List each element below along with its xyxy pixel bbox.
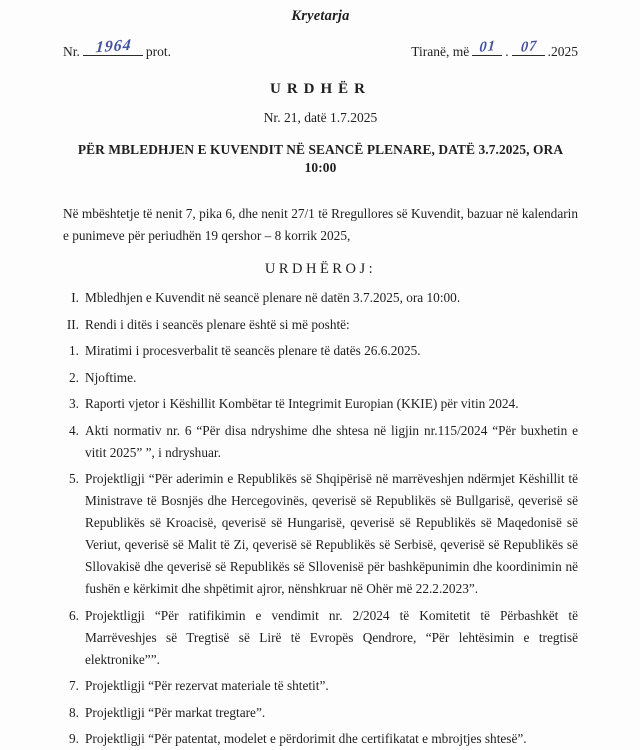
agenda-item xyxy=(63,468,578,600)
dateline-separator: . xyxy=(505,44,509,59)
item-number: 6. xyxy=(69,607,79,623)
dateline-month-handwritten: 07 xyxy=(519,37,538,56)
item-text: Njoftime. xyxy=(85,369,137,385)
dateline-month-underline xyxy=(512,37,545,56)
item-text: Mbledhjen e Kuvendit në seancë plenare në datën 3.7.2025, ora 10:00. xyxy=(85,290,461,305)
item-text: Akti normativ nr. 6 “Për disa ndryshime dhe shtesa në ligjin nr.115/2024 “Për buxhetin e vitit 2025” ”, i ndryshuar. xyxy=(85,422,578,460)
agenda-item xyxy=(63,340,578,362)
doc-number-date-line: Nr. 21, datë 1.7.2025 xyxy=(263,110,378,125)
item-number: 9. xyxy=(69,731,79,746)
item-number: 4. xyxy=(69,422,79,438)
dateline-year: .2025 xyxy=(547,44,578,59)
item-number: 3. xyxy=(69,396,79,411)
agenda-item xyxy=(63,393,578,415)
agenda-list xyxy=(63,340,578,750)
agenda-item xyxy=(63,702,578,724)
agenda-item xyxy=(63,605,578,671)
order-heading: URDHËROJ: xyxy=(264,261,377,277)
protocol-number-underline xyxy=(83,36,143,57)
dateline xyxy=(411,37,578,61)
office-title: Kryetarja xyxy=(291,8,350,24)
order-point xyxy=(63,287,578,309)
protocol-nr-label: Nr. xyxy=(63,44,80,59)
item-text: Rendi i ditës i seancës plenare është si më poshtë: xyxy=(85,316,350,332)
agenda-item xyxy=(63,675,578,697)
decree-title: PËR MBLEDHJEN E KUVENDIT NË SEANCË PLENARE, DATË 3.7.2025, ORA 10:00 xyxy=(77,142,564,175)
item-number: 7. xyxy=(69,678,79,693)
doc-type-heading: URDHËR xyxy=(269,81,371,97)
item-number: I. xyxy=(71,290,79,305)
item-text: Projektligji “Për aderimin e Republikës së Shqipërisë në marrëveshjen ndërmjet Këshillit të Ministrave të Bosnjës dhe Hercegovinës, qeverisë së Republikës së Bullgarisë, qeverisë së Republikës së Kroacisë, qeverisë së Hungarisë, qeverisë së Republikës së Maqedonisë së Veriut, qeverisë së Malit të Zi, qeverisë së Republikës së Serbisë, qeverisë së Republikës së Sllovakisë dhe qeverisë së Republikës së Sllovenisë për bashkëpunimin dhe koordinimin në fushën e kërkimit dhe shpëtimit ajror, nënshkruar në Ohër më 22.2.2023”. xyxy=(85,471,578,596)
item-text: Projektligji “Për ratifikimin e vendimit nr. 2/2024 të Komitetit të Përbashkët të Marrëveshjes së Tregtisë së Lirë të Evropës Qendrore, “Për lehtësimin e tregtisë elektronike””. xyxy=(85,607,578,667)
order-points-list xyxy=(63,287,578,336)
preamble-paragraph: Në mbështetje të nenit 7, pika 6, dhe nenit 27/1 të Rregullores së Kuvendit, bazuar në kalendarin e punimeve për periudhën 19 qershor – 8 korrik 2025, xyxy=(63,206,578,243)
item-text: Projektligji “Për markat tregtare”. xyxy=(85,704,266,720)
item-text: Projektligji “Për rezervat materiale të shtetit”. xyxy=(85,678,329,693)
agenda-item xyxy=(63,728,578,750)
item-text: Projektligji “Për patentat, modelet e përdorimit dhe certifikatat e mbrojtjes shtesë”. xyxy=(85,731,527,746)
protocol-prot-label: prot. xyxy=(145,44,171,59)
item-number: 1. xyxy=(69,343,79,358)
item-number: 5. xyxy=(69,471,79,486)
agenda-item xyxy=(63,420,578,464)
item-number: 8. xyxy=(69,704,79,720)
item-text: Miratimi i procesverbalit të seancës plenare të datës 26.6.2025. xyxy=(85,343,421,358)
protocol-number-handwritten: 1964 xyxy=(94,36,133,57)
item-number: 2. xyxy=(69,369,79,385)
protocol-line xyxy=(63,36,171,61)
agenda-item xyxy=(63,367,578,389)
item-number: II. xyxy=(66,316,79,332)
order-point xyxy=(63,314,578,336)
protocol-date-row xyxy=(63,36,578,61)
dateline-day-underline xyxy=(472,37,502,56)
dateline-place-label: Tiranë, më xyxy=(411,44,470,59)
item-text: Raporti vjetor i Këshillit Kombëtar të Integrimit Europian (KKIE) për vitin 2024. xyxy=(85,396,519,411)
dateline-day-handwritten: 01 xyxy=(479,37,497,56)
